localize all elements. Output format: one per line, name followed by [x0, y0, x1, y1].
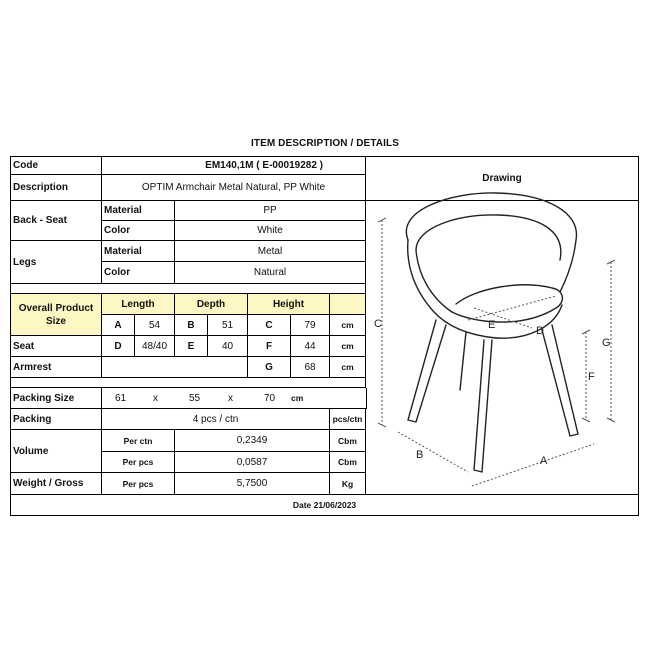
- label-c: C: [374, 318, 382, 330]
- dim-value-g: 68: [291, 357, 330, 378]
- legs-color: Natural: [175, 262, 366, 284]
- armrest-label: Armrest: [11, 357, 102, 378]
- leg-front-left: [474, 340, 492, 472]
- back-seat-color: White: [175, 221, 366, 241]
- dim-key-b: B: [175, 315, 208, 336]
- shell-rim-inner: [416, 215, 561, 260]
- armrest-unit: cm: [330, 357, 366, 378]
- spacer-row-2: [11, 378, 366, 388]
- label-a: A: [540, 455, 548, 467]
- dim-value-a: 54: [135, 315, 175, 336]
- label-e: E: [488, 319, 496, 331]
- shell-back-outer: [406, 193, 576, 292]
- dim-key-a: A: [102, 315, 135, 336]
- back-seat-color-label: Color: [102, 221, 175, 241]
- weight-unit: Kg: [330, 473, 366, 495]
- leg-back-right: [460, 332, 466, 390]
- packing-unit: pcs/ctn: [330, 409, 366, 430]
- legs-label: Legs: [11, 241, 102, 284]
- legs-color-label: Color: [102, 262, 175, 284]
- packing-size-values: [102, 388, 366, 409]
- volume-unit-pcs: Cbm: [330, 452, 366, 473]
- overall-size-label: Overall Product Size: [11, 294, 102, 336]
- volume-label: Volume: [11, 430, 102, 473]
- volume-per-pcs-label: Per pcs: [102, 452, 175, 473]
- armrest-blank: [102, 357, 248, 378]
- label-d: D: [536, 325, 544, 337]
- weight-per-pcs-label: Per pcs: [102, 473, 175, 495]
- leg-front-right: [542, 325, 578, 436]
- dim-key-d: D: [102, 336, 135, 357]
- seat-label: Seat: [11, 336, 102, 357]
- label-f: F: [588, 371, 595, 383]
- dim-line-b: [398, 432, 468, 472]
- packing-size-width: 55: [189, 392, 201, 404]
- label-g: G: [602, 337, 611, 349]
- packing-size-x1: x: [153, 392, 158, 404]
- packing-size-unit: cm: [291, 393, 304, 403]
- legs-material-label: Material: [102, 241, 175, 262]
- dim-key-c: C: [248, 315, 291, 336]
- packing-size-label: Packing Size: [11, 388, 102, 409]
- spacer-row: [11, 284, 366, 294]
- chair-drawing: [356, 180, 629, 496]
- seat-unit: cm: [330, 336, 366, 357]
- dim-value-f: 44: [291, 336, 330, 357]
- dim-line-a: [472, 444, 594, 486]
- label-b: B: [416, 449, 424, 461]
- packing-label: Packing: [11, 409, 102, 430]
- weight-value: 5,7500: [175, 473, 330, 495]
- dim-value-d: 48/40: [135, 336, 175, 357]
- dim-key-e: E: [175, 336, 208, 357]
- dim-key-f: F: [248, 336, 291, 357]
- date: Date 21/06/2023: [292, 499, 357, 510]
- seat-surface: [452, 285, 562, 322]
- dim-value-c: 79: [291, 315, 330, 336]
- overall-unit: cm: [330, 315, 366, 336]
- legs-material: Metal: [175, 241, 366, 262]
- dim-line-e: [474, 308, 532, 328]
- weight-label: Weight / Gross: [11, 473, 102, 495]
- length-header: Length: [102, 294, 175, 315]
- packing-size-height: 70: [264, 392, 276, 404]
- packing-value: 4 pcs / ctn: [102, 409, 330, 430]
- dim-value-e: 40: [208, 336, 248, 357]
- document-title: ITEM DESCRIPTION / DETAILS: [251, 138, 399, 149]
- volume-per-pcs: 0,0587: [175, 452, 330, 473]
- packing-size-length: 61: [115, 392, 127, 404]
- back-seat-label: Back - Seat: [11, 201, 102, 241]
- back-seat-material: PP: [175, 201, 366, 221]
- height-header: Height: [248, 294, 330, 315]
- description-value: OPTIM Armchair Metal Natural, PP White: [102, 175, 366, 201]
- depth-header: Depth: [175, 294, 248, 315]
- code-label: Code: [11, 157, 102, 175]
- back-seat-material-label: Material: [102, 201, 175, 221]
- volume-unit-ctn: Cbm: [330, 430, 366, 452]
- drawing-label: Drawing: [366, 157, 638, 201]
- volume-per-ctn: 0,2349: [175, 430, 330, 452]
- volume-per-ctn-label: Per ctn: [102, 430, 175, 452]
- dim-line-d: [468, 296, 556, 320]
- packing-size-x2: x: [228, 392, 233, 404]
- dim-key-g: G: [248, 357, 291, 378]
- dim-value-b: 51: [208, 315, 248, 336]
- shell-left-side: [408, 240, 496, 338]
- description-label: Description: [11, 175, 102, 201]
- code-value: EM140,1M ( E-00019282 ): [102, 157, 366, 175]
- leg-back-left: [408, 320, 446, 422]
- shell-left-inner: [416, 250, 452, 312]
